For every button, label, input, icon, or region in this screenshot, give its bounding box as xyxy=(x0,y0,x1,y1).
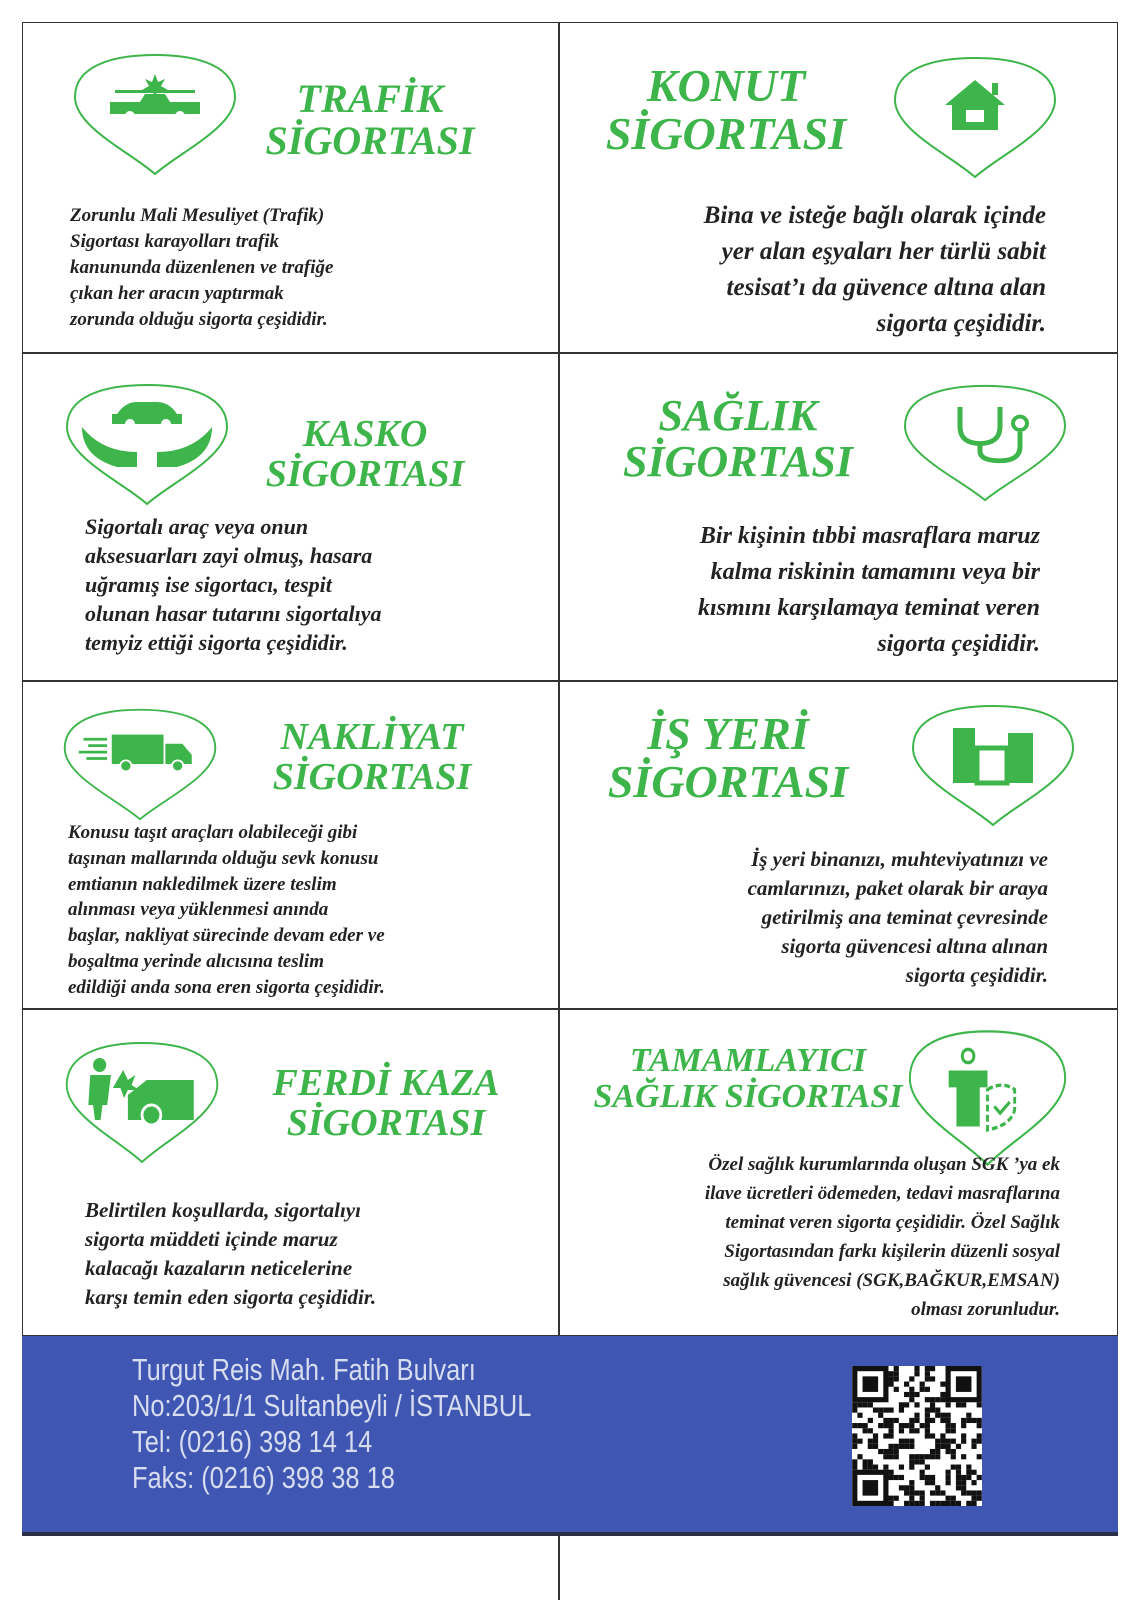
description-line: İş yeri binanızı, muhteviyatınızı ve xyxy=(751,847,1048,871)
title-line: SİGORTASI xyxy=(265,452,465,495)
title-line: SİGORTASI xyxy=(265,118,475,163)
contact-footer xyxy=(22,1336,1118,1536)
description-line: Sigortası karayolları trafik xyxy=(70,231,280,252)
title-line: SAĞLIK SİGORTASI xyxy=(593,1077,903,1115)
description-line: Konusu taşıt araçları olabileceği gibi xyxy=(68,822,358,843)
description-line: sigorta çeşididir. xyxy=(905,963,1048,987)
saglik-title xyxy=(488,393,988,485)
description-line: temyiz ettiği sigorta çeşididir. xyxy=(85,630,348,655)
row-divider xyxy=(22,680,1118,682)
description-line: tesisat’ı da güvence altına alan xyxy=(726,274,1046,301)
description-line: taşınan mallarında olduğu sevk konusu xyxy=(68,847,379,869)
description-line: camlarınızı, paket olarak bir araya xyxy=(747,876,1048,900)
title-line: SİGORTASI xyxy=(286,1101,486,1144)
title-line: KONUT xyxy=(646,60,806,111)
description-line: Sigortalı araç veya onun xyxy=(85,514,309,539)
title-line: NAKLİYAT xyxy=(280,716,464,758)
description-line: kalma riskinin tamamını veya bir xyxy=(710,559,1040,585)
phone: Tel: (0216) 398 14 14 xyxy=(132,1424,373,1459)
description-line: Özel sağlık kurumlarında oluşan SGK ’ya ek xyxy=(708,1154,1060,1175)
description-line: Bina ve isteğe bağlı olarak içinde xyxy=(703,202,1046,229)
description-line: sigorta müddeti içinde maruz xyxy=(85,1227,338,1251)
description-line: sigorta güvencesi altına alınan xyxy=(781,934,1048,958)
address-line-2: No:203/1/1 Sultanbeyli / İSTANBUL xyxy=(132,1388,532,1423)
description-line: sigorta çeşididir. xyxy=(876,310,1046,337)
tamamlayici-description xyxy=(705,1150,1060,1324)
row-divider xyxy=(22,1008,1118,1010)
description-line: olması zorunludur. xyxy=(911,1299,1060,1320)
isyeri-title xyxy=(478,710,978,807)
description-line: sigorta çeşididir. xyxy=(877,631,1040,657)
title-line: SİGORTASI xyxy=(605,108,847,160)
konut-description xyxy=(704,198,1046,342)
title-line: İŞ YERİ xyxy=(647,708,809,759)
isyeri-description xyxy=(748,845,1048,990)
description-line: uğramış ise sigortacı, tespit xyxy=(85,572,332,597)
description-line: ilave ücretleri ödemeden, tedavi masraflarına xyxy=(704,1183,1060,1204)
description-line: kanununda düzenlenen ve trafiğe xyxy=(70,257,334,278)
kasko-description xyxy=(85,512,382,657)
title-line: FERDİ KAZA xyxy=(272,1062,500,1104)
title-line: SAĞLIK xyxy=(658,391,818,440)
description-line: edildiği anda sona eren sigorta çeşididir. xyxy=(68,976,385,998)
description-line: olunan hasar tutarını sigortalıya xyxy=(85,601,382,626)
description-line: kalacağı kazaların neticelerine xyxy=(85,1256,353,1280)
tamamlayici-title xyxy=(498,1043,998,1114)
description-line: kısmını karşılamaya teminat veren xyxy=(697,595,1040,621)
description-line: karşı temin eden sigorta çeşididir. xyxy=(85,1285,377,1309)
qr-code-icon xyxy=(852,1366,982,1506)
title-line: SİGORTASI xyxy=(272,755,472,798)
description-line: getirilmiş ana teminat çevresinde xyxy=(761,905,1048,929)
description-line: Bir kişinin tıbbi masraflara maruz xyxy=(699,523,1040,549)
fax: Faks: (0216) 398 38 18 xyxy=(132,1460,395,1495)
description-line: emtianın nakledilmek üzere teslim xyxy=(68,873,337,895)
title-line: TAMAMLAYICI xyxy=(629,1042,867,1079)
title-line: SİGORTASI xyxy=(623,437,853,487)
title-line: TRAFİK xyxy=(296,76,444,121)
description-line: boşaltma yerinde alıcısına teslim xyxy=(68,950,324,972)
description-line: alınması veya yüklenmesi anında xyxy=(68,899,329,921)
description-line: Zorunlu Mali Mesuliyet (Trafik) xyxy=(70,205,325,226)
row-divider xyxy=(22,352,1118,354)
contact-address xyxy=(132,1352,531,1496)
konut-title xyxy=(476,62,976,159)
description-line: Sigortasından farkı kişilerin düzenli sosyal xyxy=(724,1241,1060,1262)
title-line: KASKO xyxy=(302,413,428,455)
description-line: teminat veren sigorta çeşididir. Özel Sağlık xyxy=(725,1212,1060,1233)
description-line: başlar, nakliyat sürecinde devam eder ve xyxy=(68,925,385,947)
address-line-1: Turgut Reis Mah. Fatih Bulvarı xyxy=(132,1352,476,1387)
description-line: Belirtilen koşullarda, sigortalıyı xyxy=(85,1198,361,1222)
ferdi-description xyxy=(85,1196,376,1312)
title-line: SİGORTASI xyxy=(607,756,849,808)
description-line: çıkan her aracın yaptırmak xyxy=(70,283,284,304)
nakliyat-description xyxy=(68,820,385,1001)
trafik-description xyxy=(70,203,333,333)
description-line: yer alan eşyaları her türlü sabit xyxy=(721,238,1046,265)
description-line: sağlık güvencesi (SGK,BAĞKUR,EMSAN) xyxy=(723,1270,1060,1291)
saglik-description xyxy=(698,518,1040,662)
description-line: aksesuarları zayi olmuş, hasara xyxy=(85,543,373,568)
description-line: zorunda olduğu sigorta çeşididir. xyxy=(70,309,328,330)
